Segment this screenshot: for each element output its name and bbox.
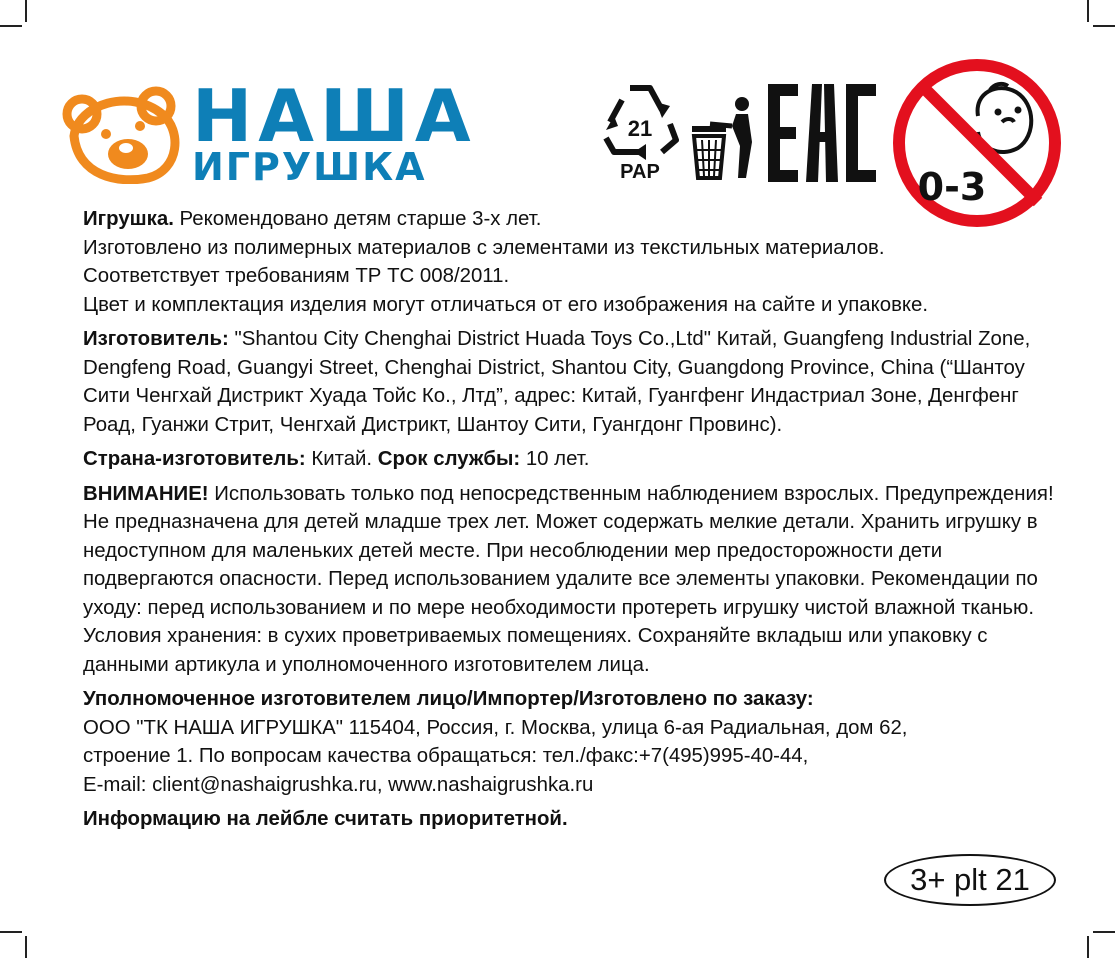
country-value: Китай. [305, 448, 373, 470]
warning-paragraph [83, 480, 1073, 680]
crop-mark [1093, 931, 1115, 933]
final-note-paragraph [83, 805, 1073, 834]
importer-contact: строение 1. По вопросам качества обращаться: тел./факс:+7(495)995-40-44, [83, 745, 809, 767]
product-paragraph [83, 205, 1073, 319]
importer-paragraph [83, 685, 1073, 799]
crop-mark [1087, 0, 1089, 22]
importer-label: Уполномоченное изготовителем лицо/Импортер/Изготовлено по заказу: [83, 688, 814, 710]
final-note: Информацию на лейбле считать приоритетной. [83, 808, 568, 830]
label-text [83, 205, 1073, 834]
recycle-icon [600, 80, 680, 180]
age-recommendation: Рекомендовано детям старше 3-х лет. [173, 208, 542, 230]
materials-text: Изготовлено из полимерных материалов с элементами из текстильных материалов. [83, 236, 885, 259]
manufacturer-text: "Shantou City Chenghai District Huada Toys Co.,Ltd" Китай, Guangfeng Industrial Zone, Dengfeng Road, Guangyi Street, Chenghai District, Shantou City, Guangdong Province, China (“Шантоу Сити Ченгхай Дистрикт Хуада Тойс Ко., Лтд”, адрес: Китай, Гуангфенг Индастриал Зоне, Денгфенг Роад, Гуанжи Стрит, Ченгхай Дистрикт, Шантоу Сити, Гуангдонг Провинс). [83, 328, 1031, 436]
crop-mark [1093, 25, 1115, 27]
crop-mark [0, 931, 22, 933]
origin-paragraph [83, 445, 1073, 474]
product-label: Игрушка. [83, 208, 174, 230]
crop-mark [0, 25, 22, 27]
warning-text: Использовать только под непосредственным наблюдением взрослых. Предупреждения! Не предназначена для детей младше трех лет. Может содержать мелкие детали. Хранить игрушку в недоступном для маленьких детей месте. При несоблюдении мер предосторожности дети подвергаются опасности. Перед использованием удалите все элементы упаковки. Рекомендации по уходу: перед использованием и по мере необходимости протереть игрушку чистой влажной тканью. Условия хранения: в сухих проветриваемых помещениях. Сохраняйте вкладыш или упаковку с данными артикула и уполномоченного изготовителем лица. [83, 482, 1054, 676]
crop-mark [25, 0, 27, 22]
recycle-code: PAP [620, 161, 660, 180]
crop-mark [25, 936, 27, 958]
country-label: Страна-изготовитель: [83, 448, 306, 470]
brand-logo [60, 74, 477, 196]
brand-name-line2: ИГРУШКА [192, 145, 427, 189]
brand-name-line1: НАША [192, 74, 477, 158]
service-life-label: Срок службы: [372, 448, 521, 470]
manufacturer-label: Изготовитель: [83, 328, 229, 350]
warning-label: ВНИМАНИЕ! [83, 482, 209, 505]
importer-web: E-mail: client@nashaigrushka.ru, www.nashaigrushka.ru [83, 773, 594, 796]
importer-address: ООО "ТК НАША ИГРУШКА" 115404, Россия, г. Москва, улица 6-ая Радиальная, дом 62, [83, 716, 908, 739]
crop-mark [1087, 936, 1089, 958]
service-life-value: 10 лет. [520, 448, 590, 470]
appearance-disclaimer: Цвет и комплектация изделия могут отличаться от его изображения на сайте и упаковке. [83, 293, 929, 316]
compliance-text: Соответствует требованиям ТР ТС 008/2011. [83, 265, 510, 287]
recycle-number: 21 [627, 116, 653, 141]
manufacturer-paragraph [83, 325, 1073, 439]
product-code-badge: 3+ plt 21 [884, 854, 1056, 906]
bear-logo-icon [60, 84, 188, 184]
eac-mark-icon [768, 84, 878, 184]
trash-bin-icon [688, 96, 760, 180]
age-range-label: 0-3 [917, 165, 987, 209]
